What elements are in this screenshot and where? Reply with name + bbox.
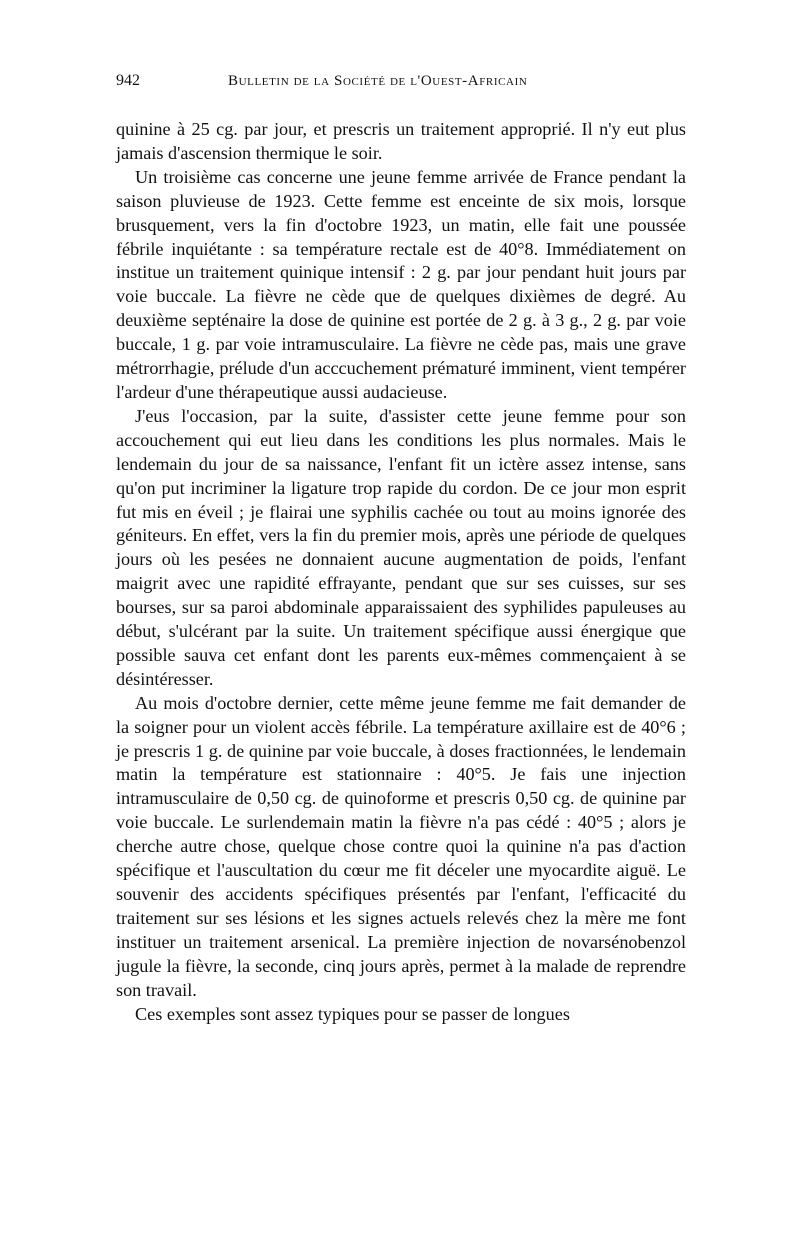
running-header xyxy=(116,72,686,100)
document-page xyxy=(116,72,686,1026)
paragraph-third-case: Un troisième cas concerne une jeune femme arrivée de France pendant la saison pluvieuse de 1923. Cette femme est enceinte de six mois, lorsque brusquement, vers la fin d'octobre 1923, un matin, elle fait une poussée fébrile inquiétante : sa température rectale est de 40°8. Immédiatement on institue un traitement quinique intensif : 2 g. par jour pendant huit jours par voie buccale. La fièvre ne cède que de quelques dixièmes de degré. Au deuxième septénaire la dose de quinine est portée de 2 g. à 3 g., 2 g. par voie buccale, 1 g. par voie intramusculaire. La fièvre ne cède pas, mais une grave métrorrhagie, prélude d'un acccuchement prématuré imminent, vient tempérer l'ardeur d'une thérapeutique aussi audacieuse. xyxy=(116,166,686,402)
paragraph-conclusion: Ces exemples sont assez typiques pour se passer de longues xyxy=(135,1003,570,1024)
paragraph-october-fever: Au mois d'octobre dernier, cette même jeune femme me fait demander de la soigner pour un violent accès fébrile. La température axillaire est de 40°6 ; je prescris 1 g. de quinine par voie buccale, à doses fractionnées, le lendemain matin la température est stationnaire : 40°5. Je fais une injection intramusculaire de 0,50 cg. de quinoforme et prescris 0,50 cg. de quinine par voie buccale. Le surlendemain matin la fièvre n'a pas cédé : 40°5 ; alors je cherche autre chose, quelque chose contre quoi la quinine n'a pas d'action spécifique et l'auscultation du cœur me fit déceler une myocardite aiguë. Le souvenir des accidents spécifiques présentés par l'enfant, l'efficacité du traitement sur ses lésions et les signes actuels relevés chez la mère me font instituer un traitement arsenical. La première injection de novarsénobenzol jugule la fièvre, la seconde, cinq jours après, permet à la malade de reprendre son travail. xyxy=(116,692,686,1000)
paragraph-childbirth: J'eus l'occasion, par la suite, d'assister cette jeune femme pour son accouchement qui eut lieu dans les conditions les plus normales. Mais le lendemain du jour de sa naissance, l'enfant fit un ictère assez intense, sans qu'on put incriminer la ligature trop rapide du cordon. De ce jour mon esprit fut mis en éveil ; je flairai une syphilis cachée ou tout au moins ignorée des géniteurs. En effet, vers la fin du premier mois, après une période de quelques jours où les pesées ne donnaient aucune augmentation de poids, l'enfant maigrit avec une rapidité effrayante, pendant que sur ses cuisses, sur ses bourses, sur sa paroi abdominale apparaissaient des syphilides papuleuses au début, s'ulcérant par la suite. Un traitement spécifique aussi énergique que possible sauva cet enfant dont les parents eux-mêmes commençaient à se désintéresser. xyxy=(116,405,686,689)
article-body xyxy=(116,118,686,1026)
paragraph-continuation: quinine à 25 cg. par jour, et prescris un traitement approprié. Il n'y eut plus jamais d'ascension thermique le soir. xyxy=(116,119,686,163)
journal-title: Bulletin de la Société de l'Ouest-Africain xyxy=(228,73,528,89)
page-number: 942 xyxy=(116,72,140,89)
